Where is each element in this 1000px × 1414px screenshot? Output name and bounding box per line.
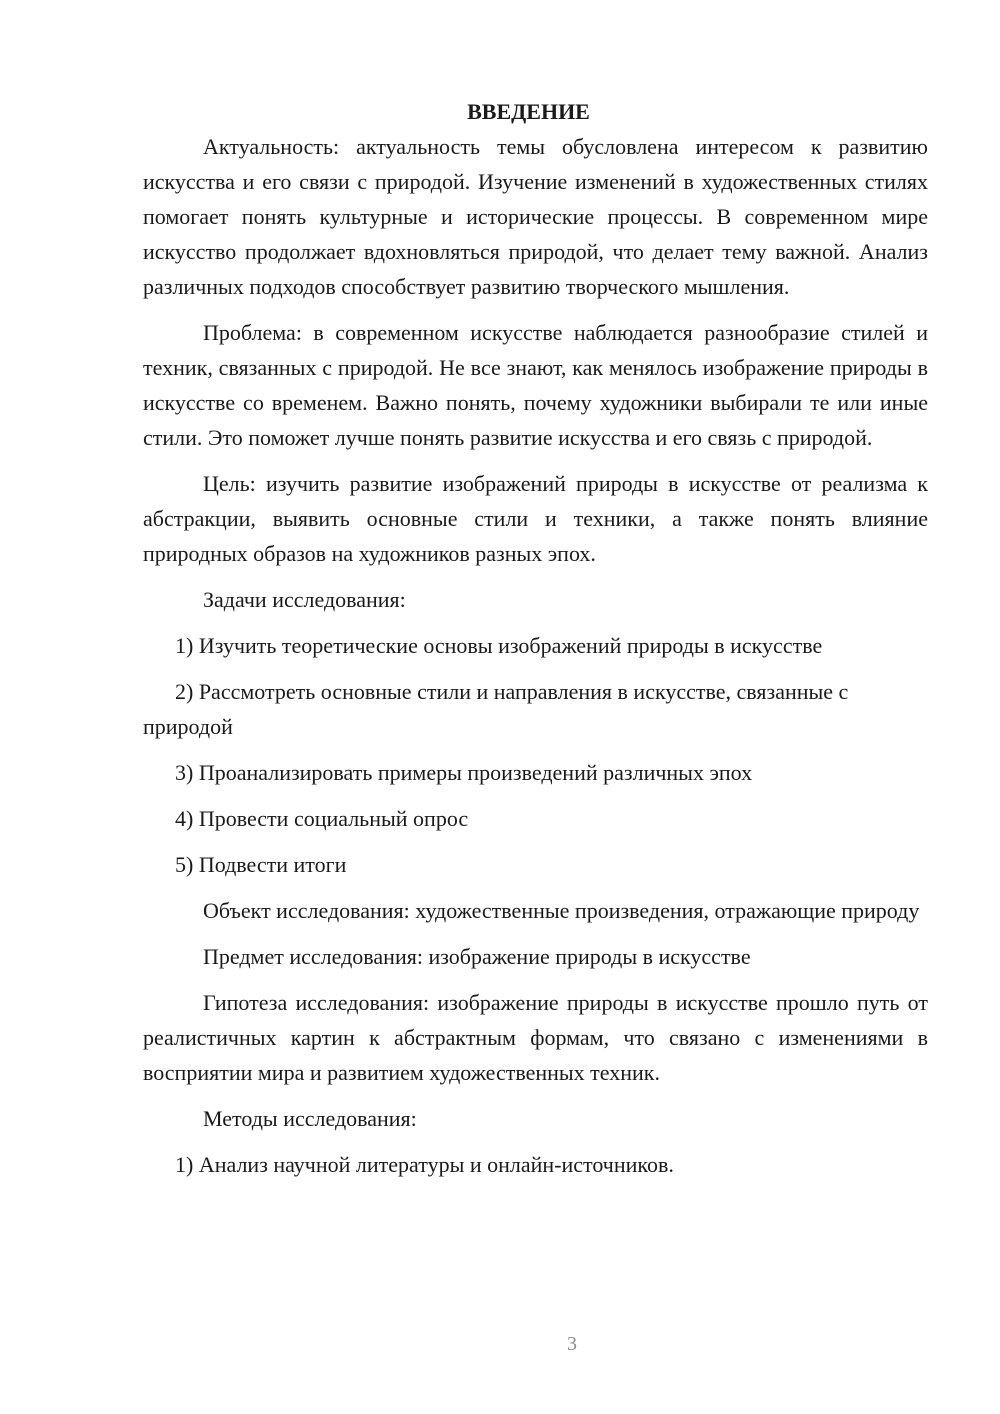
- goal-paragraph: Цель: изучить развитие изображений природы в искусстве от реализма к абстракции, выявить основные стили и техники, а также понять влияние природных образов на художников разных эпох.: [143, 471, 928, 566]
- section-title: ВВЕДЕНИЕ: [467, 99, 590, 124]
- hypothesis-paragraph: Гипотеза исследования: изображение природы в искусстве прошло путь от реалистичных картин к абстрактным формам, что связано с изменениями в восприятии мира и развитием художественных техник.: [143, 990, 928, 1085]
- problem-paragraph: Проблема: в современном искусстве наблюдается разнообразие стилей и техник, связанных с природой. Не все знают, как менялось изображение природы в искусстве со временем. Важно понять, почему художники выбирали те или иные стили. Это поможет лучше понять развитие искусства и его связь с природой.: [143, 320, 928, 450]
- relevance-paragraph: Актуальность: актуальность темы обусловлена интересом к развитию искусства и его связи с природой. Изучение изменений в художественных стилях помогает понять культурные и исторические процессы. В современном мире искусство продолжает вдохновляться природой, что делает тему важной. Анализ различных подходов способствует развитию творческого мышления.: [143, 134, 928, 299]
- page-content: [143, 94, 928, 1193]
- page-number: 3: [567, 1333, 577, 1355]
- task-item: 5) Подвести итоги: [175, 852, 347, 877]
- object-paragraph: Объект исследования: художественные произведения, отражающие природу: [203, 898, 920, 923]
- task-item: 1) Изучить теоретические основы изображений природы в искусстве: [175, 633, 823, 658]
- method-item: 1) Анализ научной литературы и онлайн-источников.: [175, 1152, 674, 1177]
- tasks-heading: Задачи исследования:: [203, 587, 406, 612]
- task-item: 3) Проанализировать примеры произведений различных эпох: [175, 760, 753, 785]
- methods-heading: Методы исследования:: [203, 1106, 417, 1131]
- subject-paragraph: Предмет исследования: изображение природы в искусстве: [203, 944, 751, 969]
- task-item: 4) Провести социальный опрос: [175, 806, 469, 831]
- task-item: 2) Рассмотреть основные стили и направления в искусстве, связанные с природой: [143, 679, 849, 739]
